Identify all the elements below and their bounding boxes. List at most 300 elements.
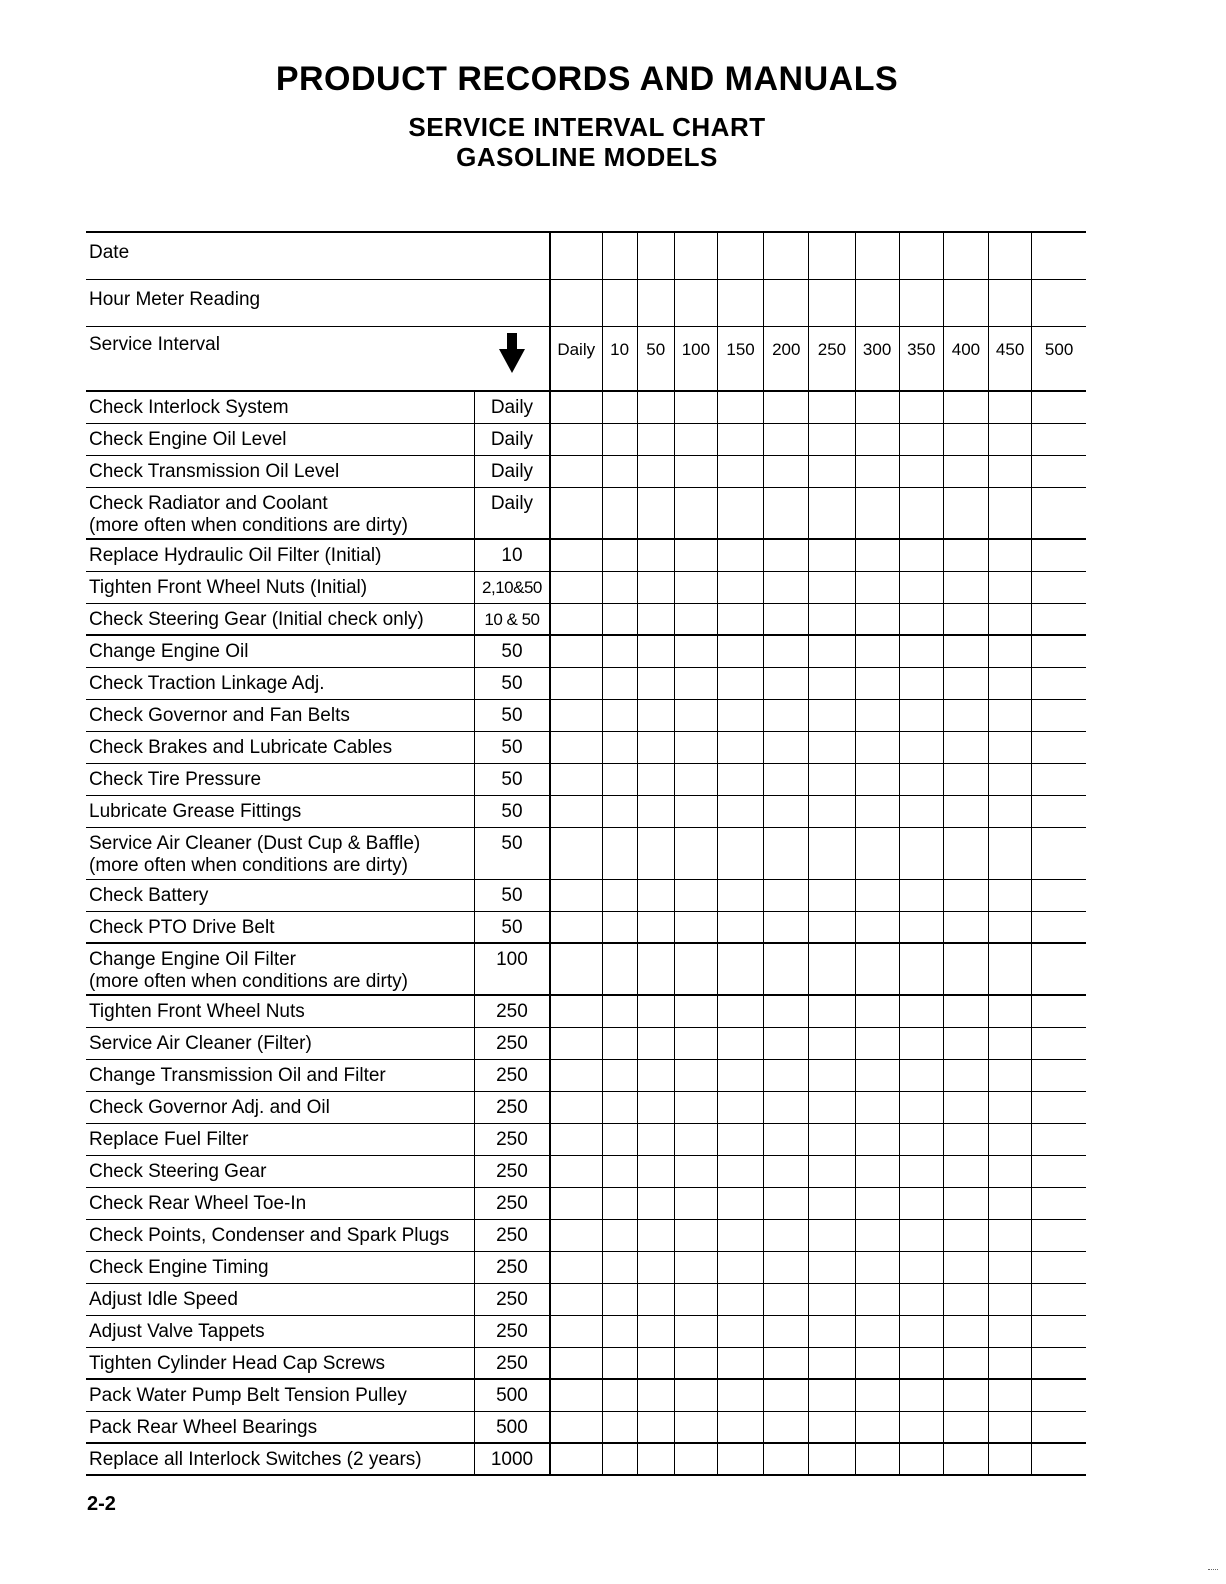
- record-entry-cell: [899, 1123, 943, 1155]
- record-entry-cell: [989, 487, 1032, 539]
- service-task-row: [86, 423, 1086, 455]
- record-entry-cell: [1032, 1123, 1086, 1155]
- interval-column-header: 250: [809, 327, 855, 392]
- record-entry-cell: [809, 603, 855, 635]
- service-interval-value: 250: [475, 995, 550, 1027]
- record-entry-cell: [989, 1411, 1032, 1443]
- record-entry-cell: [674, 1219, 717, 1251]
- service-task-cell: [86, 635, 475, 667]
- record-entry-cell: [899, 879, 943, 911]
- record-entry-cell: [809, 699, 855, 731]
- record-entry-cell: [764, 763, 809, 795]
- record-entry-cell: [637, 1251, 674, 1283]
- record-entry-cell: [764, 1379, 809, 1411]
- record-entry-cell: [855, 1187, 899, 1219]
- service-task-note: (more often when conditions are dirty): [89, 854, 408, 876]
- record-entry-cell: [943, 1411, 988, 1443]
- service-interval-value: 50: [475, 795, 550, 827]
- record-entry-cell: [602, 391, 637, 423]
- record-entry-cell: [637, 1347, 674, 1379]
- record-entry-cell: [764, 911, 809, 943]
- record-entry-cell: [764, 487, 809, 539]
- record-entry-cell: [855, 1315, 899, 1347]
- record-entry-cell: [989, 1123, 1032, 1155]
- record-entry-cell: [718, 911, 764, 943]
- record-entry-cell: [989, 539, 1032, 571]
- service-interval-value: 500: [475, 1379, 550, 1411]
- service-interval-value: Daily: [475, 455, 550, 487]
- service-task-name: Pack Rear Wheel Bearings: [89, 1416, 318, 1438]
- service-task-name: Check Engine Timing: [89, 1256, 269, 1278]
- record-entry-cell: [674, 391, 717, 423]
- service-interval-value: 10 & 50: [475, 603, 550, 635]
- service-interval-value: 250: [475, 1347, 550, 1379]
- service-task-row: [86, 995, 1086, 1027]
- service-interval-value: 50: [475, 731, 550, 763]
- service-interval-value: 250: [475, 1219, 550, 1251]
- corner-mark: [1208, 1569, 1218, 1571]
- record-entry-cell: [550, 995, 602, 1027]
- record-entry-cell: [943, 635, 988, 667]
- record-entry-cell: [550, 1187, 602, 1219]
- record-entry-cell: [943, 1155, 988, 1187]
- record-entry-cell: [989, 1283, 1032, 1315]
- record-entry-cell: [899, 699, 943, 731]
- record-entry-cell: [550, 487, 602, 539]
- record-entry-cell: [602, 1379, 637, 1411]
- record-entry-cell: [855, 1251, 899, 1283]
- record-entry-cell: [1032, 795, 1086, 827]
- record-entry-cell: [899, 635, 943, 667]
- service-task-cell: [86, 943, 475, 995]
- record-entry-cell: [764, 943, 809, 995]
- date-entry-cell: [550, 232, 602, 280]
- record-entry-cell: [989, 455, 1032, 487]
- record-entry-cell: [718, 635, 764, 667]
- record-entry-cell: [602, 571, 637, 603]
- record-entry-cell: [602, 1283, 637, 1315]
- service-interval-value: 500: [475, 1411, 550, 1443]
- record-entry-cell: [674, 603, 717, 635]
- record-entry-cell: [989, 1155, 1032, 1187]
- record-entry-cell: [809, 1123, 855, 1155]
- record-entry-cell: [899, 603, 943, 635]
- record-entry-cell: [718, 1123, 764, 1155]
- record-entry-cell: [855, 827, 899, 879]
- service-task-row: [86, 1443, 1086, 1475]
- service-task-row: [86, 1315, 1086, 1347]
- record-entry-cell: [809, 667, 855, 699]
- record-entry-cell: [602, 539, 637, 571]
- record-entry-cell: [1032, 539, 1086, 571]
- record-entry-cell: [943, 487, 988, 539]
- record-entry-cell: [602, 1251, 637, 1283]
- record-entry-cell: [718, 391, 764, 423]
- record-entry-cell: [764, 1027, 809, 1059]
- record-entry-cell: [943, 1091, 988, 1123]
- date-entry-cell: [1032, 232, 1086, 280]
- service-interval-value: 250: [475, 1315, 550, 1347]
- record-entry-cell: [989, 1027, 1032, 1059]
- record-entry-cell: [809, 1379, 855, 1411]
- record-entry-cell: [855, 539, 899, 571]
- interval-column-header: 350: [899, 327, 943, 392]
- record-entry-cell: [674, 1411, 717, 1443]
- record-entry-cell: [855, 1411, 899, 1443]
- record-entry-cell: [899, 1027, 943, 1059]
- service-task-cell: [86, 603, 475, 635]
- service-interval-value: Daily: [475, 423, 550, 455]
- record-entry-cell: [764, 1347, 809, 1379]
- date-entry-cell: [855, 232, 899, 280]
- service-task-name: Tighten Cylinder Head Cap Screws: [89, 1352, 386, 1374]
- record-entry-cell: [989, 1443, 1032, 1475]
- record-entry-cell: [764, 1283, 809, 1315]
- service-task-row: [86, 1347, 1086, 1379]
- interval-column-header: Daily: [550, 327, 602, 392]
- record-entry-cell: [989, 1091, 1032, 1123]
- hour-meter-entry-cell: [602, 280, 637, 327]
- service-task-cell: [86, 391, 475, 423]
- record-entry-cell: [855, 1347, 899, 1379]
- record-entry-cell: [674, 1443, 717, 1475]
- record-entry-cell: [855, 391, 899, 423]
- record-entry-cell: [855, 1283, 899, 1315]
- hour-meter-entry-cell: [809, 280, 855, 327]
- record-entry-cell: [809, 1059, 855, 1091]
- record-entry-cell: [943, 391, 988, 423]
- record-entry-cell: [989, 879, 1032, 911]
- record-entry-cell: [550, 1379, 602, 1411]
- record-entry-cell: [809, 1411, 855, 1443]
- record-entry-cell: [718, 995, 764, 1027]
- record-entry-cell: [899, 763, 943, 795]
- service-task-cell: [86, 1027, 475, 1059]
- service-interval-value: 250: [475, 1059, 550, 1091]
- service-task-name: Check Brakes and Lubricate Cables: [89, 736, 393, 758]
- service-task-name: Replace Fuel Filter: [89, 1128, 249, 1150]
- service-task-name: Change Engine Oil: [89, 641, 249, 662]
- record-entry-cell: [602, 995, 637, 1027]
- record-entry-cell: [718, 1347, 764, 1379]
- record-entry-cell: [1032, 455, 1086, 487]
- service-task-name: Check PTO Drive Belt: [89, 916, 275, 938]
- record-entry-cell: [989, 1251, 1032, 1283]
- record-entry-cell: [1032, 1219, 1086, 1251]
- record-entry-cell: [855, 911, 899, 943]
- service-task-cell: [86, 879, 475, 911]
- record-entry-cell: [674, 763, 717, 795]
- service-task-cell: [86, 487, 475, 539]
- record-entry-cell: [943, 911, 988, 943]
- record-entry-cell: [1032, 1411, 1086, 1443]
- record-entry-cell: [1032, 731, 1086, 763]
- record-entry-cell: [718, 943, 764, 995]
- record-entry-cell: [809, 827, 855, 879]
- service-interval-value: Daily: [475, 391, 550, 423]
- record-entry-cell: [718, 667, 764, 699]
- date-label: Date: [86, 232, 550, 280]
- record-entry-cell: [718, 827, 764, 879]
- record-entry-cell: [943, 1251, 988, 1283]
- record-entry-cell: [943, 1315, 988, 1347]
- record-entry-cell: [899, 943, 943, 995]
- record-entry-cell: [718, 423, 764, 455]
- record-entry-cell: [899, 1315, 943, 1347]
- record-entry-cell: [718, 1283, 764, 1315]
- record-entry-cell: [809, 539, 855, 571]
- record-entry-cell: [550, 1091, 602, 1123]
- service-interval-value: 50: [475, 911, 550, 943]
- record-entry-cell: [764, 827, 809, 879]
- record-entry-cell: [899, 995, 943, 1027]
- record-entry-cell: [764, 1219, 809, 1251]
- date-entry-cell: [989, 232, 1032, 280]
- record-entry-cell: [764, 603, 809, 635]
- record-entry-cell: [943, 795, 988, 827]
- record-entry-cell: [674, 1251, 717, 1283]
- record-entry-cell: [899, 1187, 943, 1219]
- service-task-note: (more often when conditions are dirty): [89, 971, 408, 992]
- record-entry-cell: [943, 1027, 988, 1059]
- record-entry-cell: [809, 995, 855, 1027]
- service-task-name: Tighten Front Wheel Nuts: [89, 1001, 305, 1022]
- service-task-cell: [86, 1411, 475, 1443]
- record-entry-cell: [855, 795, 899, 827]
- record-entry-cell: [718, 455, 764, 487]
- record-entry-cell: [855, 1443, 899, 1475]
- service-interval-header-row: [86, 327, 1086, 392]
- date-entry-cell: [899, 232, 943, 280]
- record-entry-cell: [989, 995, 1032, 1027]
- record-entry-cell: [674, 1347, 717, 1379]
- service-task-name: Check Tire Pressure: [89, 768, 262, 790]
- record-entry-cell: [943, 995, 988, 1027]
- service-task-note: (more often when conditions are dirty): [89, 514, 408, 536]
- record-entry-cell: [602, 1059, 637, 1091]
- record-entry-cell: [718, 571, 764, 603]
- record-entry-cell: [602, 1187, 637, 1219]
- record-entry-cell: [602, 1123, 637, 1155]
- record-entry-cell: [1032, 1443, 1086, 1475]
- record-entry-cell: [899, 827, 943, 879]
- record-entry-cell: [899, 1091, 943, 1123]
- record-entry-cell: [602, 943, 637, 995]
- service-task-name: Service Air Cleaner (Dust Cup & Baffle): [89, 832, 421, 854]
- chart-subtitle-line2: GASOLINE MODELS: [456, 142, 718, 172]
- record-entry-cell: [602, 423, 637, 455]
- record-entry-cell: [1032, 943, 1086, 995]
- service-task-name: Check Interlock System: [89, 397, 289, 418]
- record-entry-cell: [943, 1219, 988, 1251]
- record-entry-cell: [1032, 1379, 1086, 1411]
- service-task-row: [86, 943, 1086, 995]
- record-entry-cell: [550, 667, 602, 699]
- record-entry-cell: [637, 455, 674, 487]
- service-task-cell: [86, 1315, 475, 1347]
- record-entry-cell: [1032, 1155, 1086, 1187]
- service-interval-value: 50: [475, 763, 550, 795]
- service-task-row: [86, 1123, 1086, 1155]
- record-entry-cell: [550, 539, 602, 571]
- record-entry-cell: [550, 1027, 602, 1059]
- record-entry-cell: [637, 1219, 674, 1251]
- record-entry-cell: [943, 1443, 988, 1475]
- service-task-cell: [86, 1059, 475, 1091]
- record-entry-cell: [943, 423, 988, 455]
- service-task-row: [86, 911, 1086, 943]
- interval-column-header: 300: [855, 327, 899, 392]
- record-entry-cell: [674, 455, 717, 487]
- record-entry-cell: [1032, 1187, 1086, 1219]
- record-entry-cell: [899, 911, 943, 943]
- record-entry-cell: [764, 731, 809, 763]
- record-entry-cell: [809, 1315, 855, 1347]
- record-entry-cell: [943, 827, 988, 879]
- record-entry-cell: [550, 1283, 602, 1315]
- record-entry-cell: [550, 423, 602, 455]
- service-task-row: [86, 539, 1086, 571]
- service-task-name: Check Engine Oil Level: [89, 428, 287, 450]
- service-interval-arrow-cell: [475, 327, 550, 392]
- record-entry-cell: [637, 731, 674, 763]
- record-entry-cell: [899, 1411, 943, 1443]
- service-interval-value: 250: [475, 1155, 550, 1187]
- record-entry-cell: [1032, 571, 1086, 603]
- record-entry-cell: [550, 391, 602, 423]
- record-entry-cell: [602, 1411, 637, 1443]
- service-task-name: Check Transmission Oil Level: [89, 460, 340, 482]
- record-entry-cell: [943, 455, 988, 487]
- record-entry-cell: [674, 995, 717, 1027]
- date-entry-cell: [674, 232, 717, 280]
- record-entry-cell: [809, 635, 855, 667]
- record-entry-cell: [855, 699, 899, 731]
- record-entry-cell: [855, 1379, 899, 1411]
- interval-column-header: 400: [943, 327, 988, 392]
- record-entry-cell: [602, 1027, 637, 1059]
- record-entry-cell: [855, 1059, 899, 1091]
- record-entry-cell: [718, 1027, 764, 1059]
- interval-column-header: 500: [1032, 327, 1086, 392]
- record-entry-cell: [855, 731, 899, 763]
- hour-meter-row: [86, 280, 1086, 327]
- service-task-row: [86, 827, 1086, 879]
- record-entry-cell: [637, 795, 674, 827]
- record-entry-cell: [718, 1091, 764, 1123]
- service-interval-value: 100: [475, 943, 550, 995]
- record-entry-cell: [989, 763, 1032, 795]
- date-entry-cell: [637, 232, 674, 280]
- record-entry-cell: [674, 1123, 717, 1155]
- record-entry-cell: [943, 539, 988, 571]
- service-task-cell: [86, 1379, 475, 1411]
- record-entry-cell: [943, 699, 988, 731]
- record-entry-cell: [674, 699, 717, 731]
- record-entry-cell: [1032, 1251, 1086, 1283]
- record-entry-cell: [602, 603, 637, 635]
- record-entry-cell: [764, 1155, 809, 1187]
- record-entry-cell: [855, 1027, 899, 1059]
- service-task-cell: [86, 571, 475, 603]
- service-task-cell: [86, 1155, 475, 1187]
- record-entry-cell: [602, 827, 637, 879]
- date-entry-cell: [718, 232, 764, 280]
- record-entry-cell: [602, 635, 637, 667]
- record-entry-cell: [602, 487, 637, 539]
- service-interval-value: 250: [475, 1091, 550, 1123]
- record-entry-cell: [550, 571, 602, 603]
- record-entry-cell: [550, 1251, 602, 1283]
- service-task-cell: [86, 911, 475, 943]
- record-entry-cell: [989, 1315, 1032, 1347]
- record-entry-cell: [637, 1027, 674, 1059]
- record-entry-cell: [855, 603, 899, 635]
- service-task-name: Replace Hydraulic Oil Filter (Initial): [89, 545, 382, 566]
- hour-meter-entry-cell: [718, 280, 764, 327]
- record-entry-cell: [674, 1283, 717, 1315]
- record-entry-cell: [809, 943, 855, 995]
- record-entry-cell: [989, 603, 1032, 635]
- date-entry-cell: [602, 232, 637, 280]
- service-task-row: [86, 571, 1086, 603]
- service-task-name: Adjust Idle Speed: [89, 1288, 238, 1310]
- service-task-cell: [86, 731, 475, 763]
- record-entry-cell: [602, 1443, 637, 1475]
- record-entry-cell: [943, 667, 988, 699]
- record-entry-cell: [637, 699, 674, 731]
- record-entry-cell: [602, 911, 637, 943]
- service-task-name: Check Points, Condenser and Spark Plugs: [89, 1224, 450, 1246]
- record-entry-cell: [637, 487, 674, 539]
- record-entry-cell: [674, 635, 717, 667]
- service-interval-value: Daily: [475, 487, 550, 539]
- service-task-cell: [86, 795, 475, 827]
- record-entry-cell: [809, 1443, 855, 1475]
- record-entry-cell: [550, 1155, 602, 1187]
- record-entry-cell: [718, 1379, 764, 1411]
- service-interval-value: 250: [475, 1123, 550, 1155]
- record-entry-cell: [718, 1251, 764, 1283]
- record-entry-cell: [899, 455, 943, 487]
- record-entry-cell: [989, 827, 1032, 879]
- record-entry-cell: [1032, 879, 1086, 911]
- record-entry-cell: [809, 911, 855, 943]
- service-task-name: Tighten Front Wheel Nuts (Initial): [89, 576, 368, 598]
- record-entry-cell: [764, 1059, 809, 1091]
- record-entry-cell: [550, 1123, 602, 1155]
- record-entry-cell: [764, 795, 809, 827]
- hour-meter-entry-cell: [674, 280, 717, 327]
- record-entry-cell: [943, 731, 988, 763]
- service-task-cell: [86, 1283, 475, 1315]
- record-entry-cell: [1032, 603, 1086, 635]
- record-entry-cell: [989, 423, 1032, 455]
- service-task-cell: [86, 1443, 475, 1475]
- record-entry-cell: [1032, 487, 1086, 539]
- record-entry-cell: [637, 603, 674, 635]
- record-entry-cell: [855, 1219, 899, 1251]
- record-entry-cell: [674, 827, 717, 879]
- record-entry-cell: [637, 1155, 674, 1187]
- record-entry-cell: [809, 1219, 855, 1251]
- record-entry-cell: [899, 1219, 943, 1251]
- record-entry-cell: [943, 1283, 988, 1315]
- hour-meter-entry-cell: [764, 280, 809, 327]
- service-task-name: Check Battery: [89, 884, 209, 906]
- record-entry-cell: [764, 391, 809, 423]
- record-entry-cell: [602, 1091, 637, 1123]
